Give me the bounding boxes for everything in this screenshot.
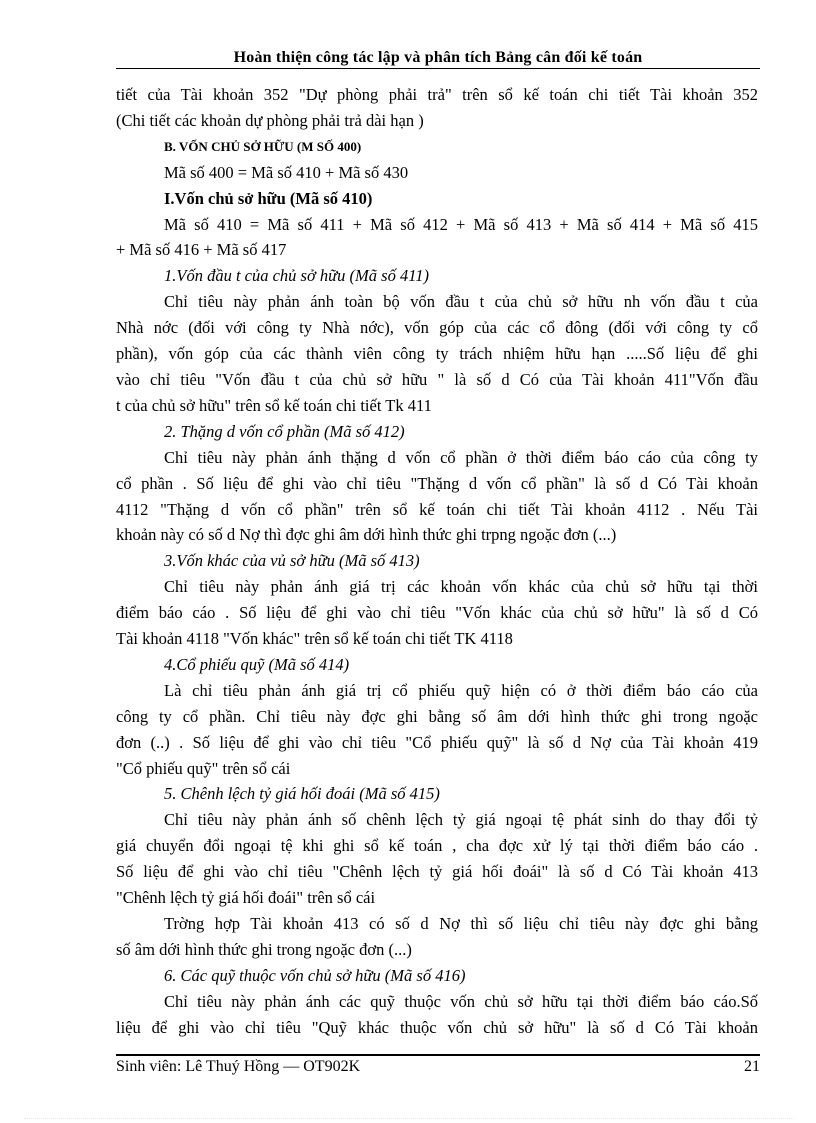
formula-line: Mã số 400 = Mã số 410 + Mã số 430 bbox=[164, 162, 409, 182]
text-line: Nhà nớc (đối với công ty Nhà nớc), vốn góp của các cổ đông (đối với công ty cổ bbox=[116, 318, 758, 338]
text-line: Chỉ tiêu này phản ánh giá trị các khoản vốn khác của chủ sở hữu tại thời bbox=[164, 577, 758, 597]
item-heading: 4.Cổ phiếu quỹ (Mã số 414) bbox=[164, 654, 350, 674]
text-line: Chỉ tiêu này phản ánh thặng d vốn cổ phần ở thời điểm báo cáo của công ty bbox=[164, 447, 758, 467]
subsection-heading: I.Vốn chủ sở hữu (Mã số 410) bbox=[164, 188, 373, 208]
item-heading: 3.Vốn khác của vủ sở hữu (Mã số 413) bbox=[164, 551, 420, 571]
text-line: đơn (..) . Số liệu để ghi vào chỉ tiêu "Cổ phiếu quỹ" là số d Nợ của Tài khoản 419 bbox=[116, 732, 758, 752]
text-line: "Chênh lệch tỷ giá hối đoái" trên sổ cái bbox=[116, 888, 376, 908]
text-line: phần), vốn góp của các thành viên công ty trách nhiệm hữu hạn .....Số liệu để ghi bbox=[116, 344, 758, 364]
text-line: Tài khoản 4118 "Vốn khác" trên sổ kế toán chi tiết TK 4118 bbox=[116, 629, 513, 649]
text-line: Chỉ tiêu này phản ánh toàn bộ vốn đầu t của chủ sở hữu nh vốn đầu t của bbox=[164, 292, 758, 312]
footer-rule bbox=[116, 1054, 760, 1056]
text-line: "Cổ phiếu quỹ" trên sổ cái bbox=[116, 758, 291, 778]
text-line: công ty cổ phần. Chỉ tiêu này đợc ghi bằng số âm dới hình thức ghi trong ngoặc bbox=[116, 706, 758, 726]
text-line: Chỉ tiêu này phản ánh các quỹ thuộc vốn chủ sở hữu tại thời điểm báo cáo.Số bbox=[164, 991, 758, 1011]
section-heading: B. VỐN CHỦ SỞ HỮU (M SỐ 400) bbox=[164, 138, 362, 154]
text-line: 4112 "Thặng d vốn cổ phần" trên sổ kế toán chi tiết Tài khoản 4112 . Nếu Tài bbox=[116, 499, 758, 519]
text-line: Là chỉ tiêu phản ánh giá trị cổ phiếu quỹ hiện có ở thời điểm báo cáo của bbox=[164, 680, 758, 700]
text-line: Trờng hợp Tài khoản 413 có số d Nợ thì số liệu chỉ tiêu này đợc ghi bằng bbox=[164, 914, 758, 933]
text-line: giá chuyển đổi ngoại tệ khi ghi sổ kế toán , cha đợc xử lý tại thời điểm báo cáo . bbox=[116, 836, 758, 856]
text-line: (Chi tiết các khoản dự phòng phải trả dài hạn ) bbox=[116, 110, 424, 130]
item-heading: 2. Thặng d vốn cổ phần (Mã số 412) bbox=[164, 421, 405, 441]
text-line: t của chủ sở hữu" trên sổ kế toán chi tiết Tk 411 bbox=[116, 395, 432, 415]
text-line: tiết của Tài khoản 352 "Dự phòng phải trả" trên sổ kế toán chi tiết Tài khoản 352 bbox=[116, 85, 758, 104]
text-line: cổ phần . Số liệu để ghi vào chỉ tiêu "Thặng d vốn cổ phần" là số d Có Tài khoản bbox=[116, 473, 758, 493]
text-line: số âm dới hình thức ghi trong ngoặc đơn (...) bbox=[116, 939, 412, 959]
page-header-title: Hoàn thiện công tác lập và phân tích Bảng cân đối kế toán bbox=[233, 49, 643, 66]
document-body bbox=[116, 82, 758, 1041]
item-heading: 6. Các quỹ thuộc vốn chủ sở hữu (Mã số 416) bbox=[164, 965, 466, 985]
text-line: vào chỉ tiêu "Vốn đầu t của chủ sở hữu " là số d Có của Tài khoản 411"Vốn đầu bbox=[116, 369, 758, 389]
item-heading: 1.Vốn đầu t của chủ sở hữu (Mã số 411) bbox=[164, 266, 429, 286]
header-rule bbox=[116, 68, 760, 69]
formula-line: + Mã số 416 + Mã số 417 bbox=[116, 240, 287, 260]
formula-line: Mã số 410 = Mã số 411 + Mã số 412 + Mã số 413 + Mã số 414 + Mã số 415 bbox=[164, 214, 758, 234]
page-number: 21 bbox=[744, 1058, 760, 1075]
bottom-dotted-divider bbox=[24, 1118, 794, 1119]
item-heading: 5. Chênh lệch tỷ giá hối đoái (Mã số 415) bbox=[164, 784, 440, 804]
text-line: Số liệu để ghi vào chỉ tiêu "Chênh lệch tỷ giá hối đoái" là số d Có Tài khoản 413 bbox=[116, 862, 758, 882]
text-line: khoản này có số d Nợ thì đợc ghi âm dới hình thức ghi trpng ngoặc đơn (...) bbox=[116, 525, 617, 545]
footer-student: Sinh viên: Lê Thuý Hồng — OT902K bbox=[116, 1058, 361, 1075]
text-line: liệu để ghi vào chỉ tiêu "Quỹ khác thuộc vốn chủ sở hữu" là số d Có Tài khoản bbox=[116, 1017, 758, 1037]
text-line: điểm báo cáo . Số liệu để ghi vào chỉ tiêu "Vốn khác của chủ sở hữu" là số d Có bbox=[116, 603, 758, 623]
text-line: Chỉ tiêu này phản ánh số chênh lệch tỷ giá ngoại tệ phát sinh do thay đổi tỷ bbox=[164, 810, 758, 830]
